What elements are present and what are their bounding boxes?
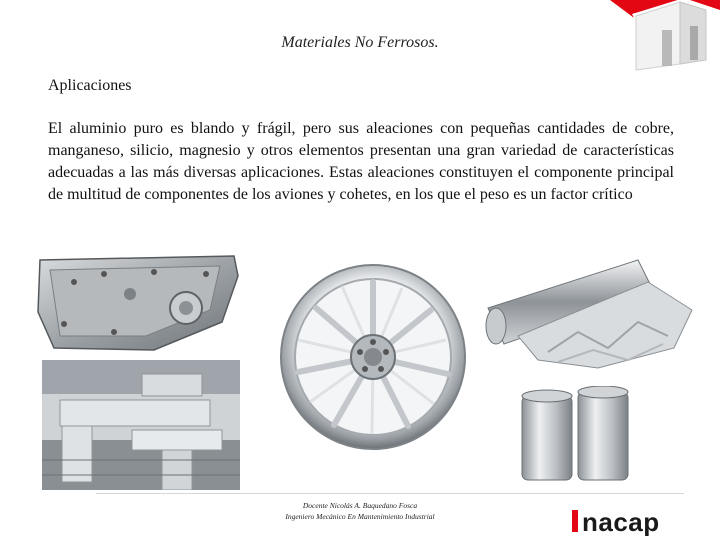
- inacap-logo-mark: [572, 510, 578, 532]
- inacap-logo-text: nacap: [582, 507, 660, 536]
- slide-title: Materiales No Ferrosos.: [281, 34, 439, 51]
- oil-pan-photo: [34, 252, 242, 354]
- alloy-wheel-photo: [278, 262, 468, 452]
- inacap-logo: [572, 502, 698, 536]
- footer-divider: [96, 493, 684, 494]
- footer-title: Ingeniero Mecánico En Mantenimiento Industrial: [285, 512, 435, 521]
- footer-instructor: Docente Nicolás A. Baquedano Fosca: [302, 501, 418, 510]
- footer-credits: [230, 500, 490, 522]
- body-paragraph: El aluminio puro es blando y frágil, pero sus aleaciones con pequeñas cantidades de cobre, manganeso, silicio, magnesio y otros elementos presentan una gran variedad de características adecuadas a las más diversas aplicaciones. Estas aleaciones constituyen el componente principal de multitud de componentes de los aviones y cohetes, en los que el peso es un factor crítico: [48, 120, 674, 203]
- section-heading: Aplicaciones: [48, 77, 132, 94]
- ductwork-photo: [42, 360, 240, 490]
- aluminum-cans-photo: [516, 386, 636, 486]
- aluminum-foil-photo: [478, 252, 696, 372]
